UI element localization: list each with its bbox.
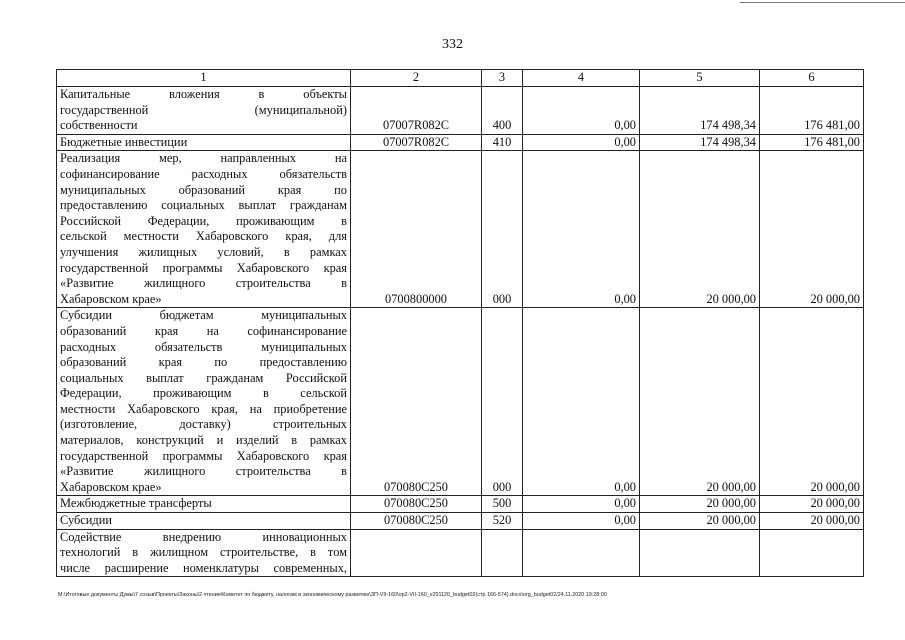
description-line: Капитальные вложения в объекты — [60, 87, 347, 101]
description-line: предоставлению социальных выплат гражданам — [60, 198, 347, 213]
amount-col4: 0,00 — [523, 308, 640, 496]
amount-col5: 20 000,00 — [640, 496, 760, 513]
expense-type-code — [482, 529, 523, 577]
row-description — [57, 529, 351, 577]
amount-col6: 20 000,00 — [760, 496, 864, 513]
amount-col5: 20 000,00 — [640, 513, 760, 530]
file-path-footer: M:\Итоговые документы Думы\7 созыв\Проекты\Законы\2 чтение\Комитет по бюджету, налогам и экономическому развитию\ЗП-VII-160\ор2-VII-160_v251120_budget02(стр 166-574).docx\org_budget02/24.11.2020 19:28:00 — [58, 592, 607, 598]
description-line: сельской местности Хабаровского края, для — [60, 229, 347, 244]
table-row — [57, 529, 864, 577]
table-header-row — [57, 70, 864, 87]
description-line: Российской Федерации, проживающим в — [60, 213, 347, 228]
description-line: Субсидии бюджетам муниципальных — [60, 308, 347, 323]
target-article-code: 070080С250 — [351, 513, 482, 530]
description-line: «Развитие жилищного строительства в — [60, 464, 347, 479]
description-line: государственной программы Хабаровского края — [60, 260, 347, 275]
description-line: образований края на софинансирование — [60, 323, 347, 338]
column-header: 1 — [57, 70, 351, 87]
description-line: государственной (муниципальной) — [60, 102, 347, 117]
row-description — [57, 87, 351, 135]
row-description — [57, 134, 351, 151]
amount-col4: 0,00 — [523, 134, 640, 151]
table-row — [57, 87, 864, 135]
column-header: 2 — [351, 70, 482, 87]
amount-col6: 176 481,00 — [760, 87, 864, 135]
target-article-code: 0700800000 — [351, 151, 482, 308]
expense-type-code: 400 — [482, 87, 523, 135]
expense-type-code: 520 — [482, 513, 523, 530]
description-line: (изготовление, доставку) строительных — [60, 417, 347, 432]
expense-type-code: 410 — [482, 134, 523, 151]
target-article-code: 07007R082C — [351, 87, 482, 135]
amount-col6: 20 000,00 — [760, 308, 864, 496]
description-line: собственности — [60, 118, 138, 133]
amount-col6: 20 000,00 — [760, 513, 864, 530]
description-line: улучшения жилищных условий, в рамках — [60, 244, 347, 259]
description-line: Хабаровском крае» — [60, 291, 162, 306]
column-header: 4 — [523, 70, 640, 87]
description-line: образований края по предоставлению — [60, 355, 347, 370]
column-header: 3 — [482, 70, 523, 87]
amount-col6: 176 481,00 — [760, 134, 864, 151]
row-description — [57, 151, 351, 308]
expense-type-code: 000 — [482, 308, 523, 496]
table-row — [57, 513, 864, 530]
description-line: технологий в жилищном строительстве, в том — [60, 545, 347, 560]
description-line: софинансирование расходных обязательств — [60, 166, 347, 181]
row-description — [57, 496, 351, 513]
target-article-code: 070080С250 — [351, 496, 482, 513]
description-line: Межбюджетные трансферты — [60, 496, 212, 511]
description-line: расходных обязательств муниципальных — [60, 339, 347, 354]
amount-col4: 0,00 — [523, 496, 640, 513]
table-row — [57, 134, 864, 151]
amount-col5 — [640, 529, 760, 577]
budget-table — [56, 69, 864, 577]
amount-col6: 20 000,00 — [760, 151, 864, 308]
target-article-code: 07007R082C — [351, 134, 482, 151]
page-number: 332 — [442, 37, 463, 52]
description-line: муниципальных образований края по — [60, 182, 347, 197]
row-description — [57, 513, 351, 530]
column-header: 6 — [760, 70, 864, 87]
table-row — [57, 151, 864, 308]
description-line: социальных выплат гражданам Российской — [60, 370, 347, 385]
amount-col4: 0,00 — [523, 513, 640, 530]
row-description — [57, 308, 351, 496]
expense-type-code: 000 — [482, 151, 523, 308]
target-article-code — [351, 529, 482, 577]
description-line: Реализация мер, направленных на — [60, 151, 347, 166]
amount-col4: 0,00 — [523, 151, 640, 308]
description-line: числе расширение номенклатуры современных, — [60, 560, 347, 575]
expense-type-code: 500 — [482, 496, 523, 513]
description-line: Бюджетные инвестиции — [60, 134, 188, 149]
description-line: «Развитие жилищного строительства в — [60, 276, 347, 291]
amount-col4 — [523, 529, 640, 577]
amount-col5: 20 000,00 — [640, 308, 760, 496]
amount-col5: 174 498,34 — [640, 87, 760, 135]
description-line: Федерации, проживающим в сельской — [60, 386, 347, 401]
amount-col4: 0,00 — [523, 87, 640, 135]
description-line: местности Хабаровского края, на приобретение — [60, 401, 347, 416]
amount-col6 — [760, 529, 864, 577]
description-line: государственной программы Хабаровского края — [60, 448, 347, 463]
amount-col5: 174 498,34 — [640, 134, 760, 151]
description-line: материалов, конструкций и изделий в рамках — [60, 433, 347, 448]
table-row — [57, 308, 864, 496]
description-line: Субсидии — [60, 513, 112, 528]
amount-col5: 20 000,00 — [640, 151, 760, 308]
top-rule — [740, 2, 905, 3]
table-row — [57, 496, 864, 513]
target-article-code: 070080С250 — [351, 308, 482, 496]
description-line: Содействие внедрению инновационных — [60, 529, 347, 544]
column-header: 5 — [640, 70, 760, 87]
description-line: Хабаровском крае» — [60, 479, 162, 494]
